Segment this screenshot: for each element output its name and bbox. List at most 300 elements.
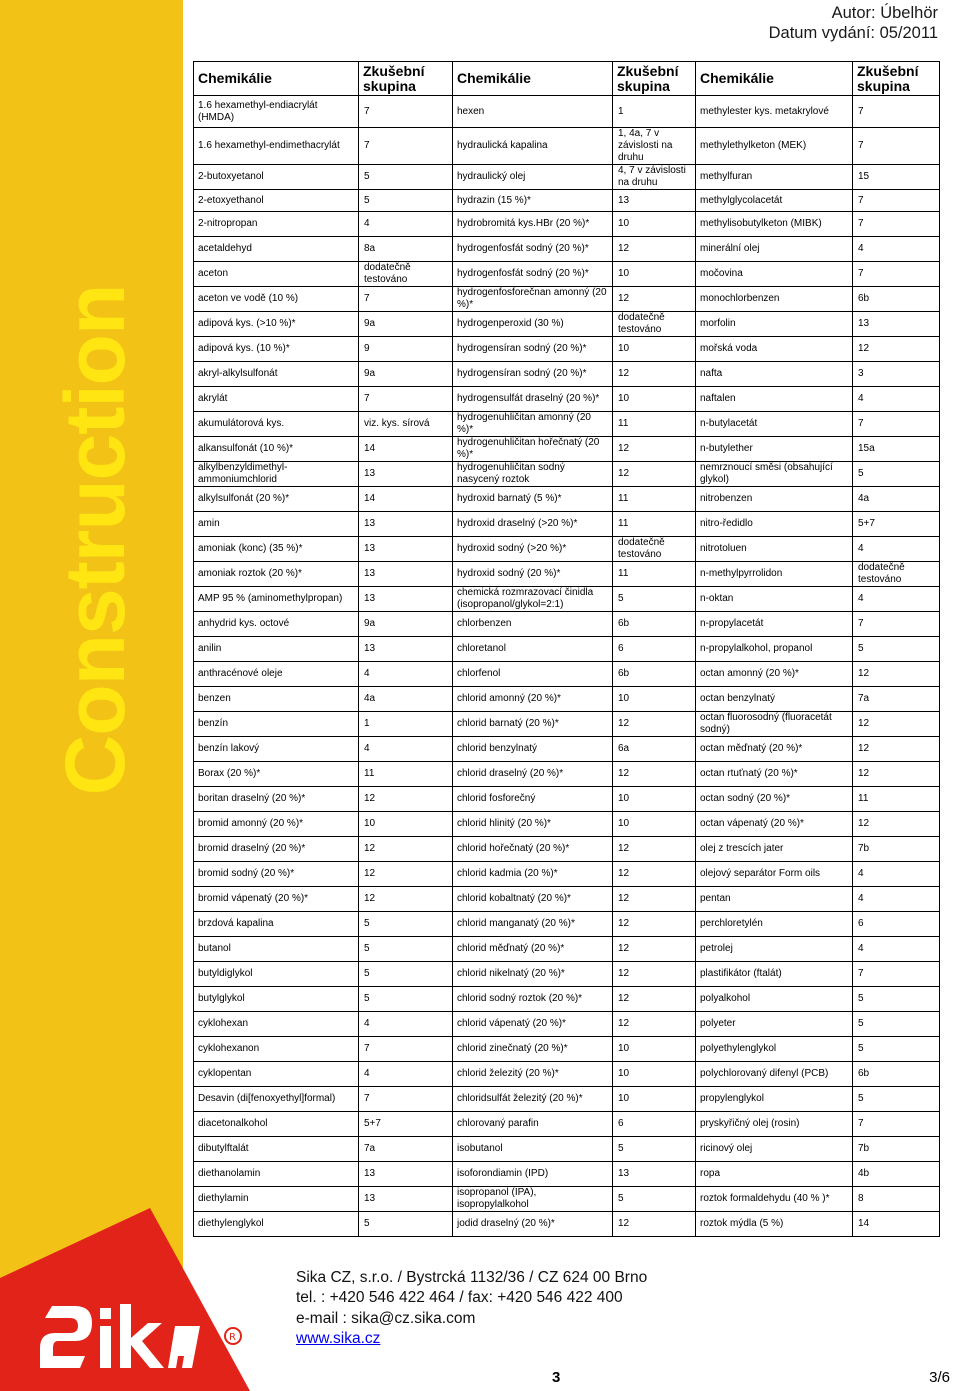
chemical-cell: pryskyřičný olej (rosin) bbox=[696, 1112, 853, 1137]
group-cell: 12 bbox=[613, 287, 696, 312]
group-cell: 5 bbox=[359, 912, 453, 937]
group-cell: 5 bbox=[853, 1087, 940, 1112]
group-cell: 4 bbox=[359, 1062, 453, 1087]
group-cell: 14 bbox=[359, 437, 453, 462]
group-cell: 12 bbox=[613, 887, 696, 912]
chemical-cell: mořská voda bbox=[696, 337, 853, 362]
group-cell: 6 bbox=[613, 637, 696, 662]
table-row bbox=[194, 1087, 940, 1112]
table-row bbox=[194, 1187, 940, 1212]
group-cell: 12 bbox=[613, 912, 696, 937]
group-cell: 4a bbox=[359, 687, 453, 712]
chemical-cell: diethylenglykol bbox=[194, 1212, 359, 1237]
group-cell: 9a bbox=[359, 362, 453, 387]
table-row bbox=[194, 1162, 940, 1187]
chemical-cell: aceton bbox=[194, 262, 359, 287]
group-cell: 12 bbox=[613, 1212, 696, 1237]
chemical-cell: hydrogenfosfát sodný (20 %)* bbox=[453, 237, 613, 262]
chemical-cell: cyklohexanon bbox=[194, 1037, 359, 1062]
group-cell: 10 bbox=[613, 1037, 696, 1062]
group-cell: viz. kys. sírová bbox=[359, 412, 453, 437]
chemical-cell: n-oktan bbox=[696, 587, 853, 612]
table-row bbox=[194, 787, 940, 812]
header-chemical-1: Chemikálie bbox=[194, 62, 359, 96]
svg-text:R: R bbox=[229, 1332, 236, 1343]
table-row bbox=[194, 737, 940, 762]
chemical-cell: bromid sodný (20 %)* bbox=[194, 862, 359, 887]
group-cell: 12 bbox=[853, 337, 940, 362]
group-cell: 7 bbox=[359, 287, 453, 312]
group-cell: 13 bbox=[359, 1187, 453, 1212]
chemical-cell: hydrogenuhličitan sodný nasycený roztok bbox=[453, 462, 613, 487]
chemical-cell: amoniak roztok (20 %)* bbox=[194, 562, 359, 587]
chemical-cell: akryl-alkylsulfonát bbox=[194, 362, 359, 387]
chemical-cell: chlorid manganatý (20 %)* bbox=[453, 912, 613, 937]
group-cell: dodatečně testováno bbox=[359, 262, 453, 287]
group-cell: 13 bbox=[359, 562, 453, 587]
chemical-cell: Desavin (di[fenoxyethyl]formal) bbox=[194, 1087, 359, 1112]
chemical-cell: brzdová kapalina bbox=[194, 912, 359, 937]
group-cell: 5+7 bbox=[359, 1112, 453, 1137]
group-cell: 5 bbox=[853, 462, 940, 487]
chemical-cell: Borax (20 %)* bbox=[194, 762, 359, 787]
table-row bbox=[194, 712, 940, 737]
chemical-cell: plastifikátor (ftalát) bbox=[696, 962, 853, 987]
group-cell: 1 bbox=[359, 712, 453, 737]
chemical-cell: nemrznoucí směsi (obsahující glykol) bbox=[696, 462, 853, 487]
group-cell: 10 bbox=[613, 812, 696, 837]
group-cell: 5 bbox=[359, 1212, 453, 1237]
group-cell: 12 bbox=[613, 862, 696, 887]
chemical-cell: chlorbenzen bbox=[453, 612, 613, 637]
group-cell: 5 bbox=[613, 1187, 696, 1212]
group-cell: 7 bbox=[359, 387, 453, 412]
group-cell: 10 bbox=[613, 787, 696, 812]
chemical-cell: n-butylether bbox=[696, 437, 853, 462]
chemical-cell: hydrogensíran sodný (20 %)* bbox=[453, 362, 613, 387]
table-row bbox=[194, 362, 940, 387]
table-row bbox=[194, 512, 940, 537]
chemical-cell: akrylát bbox=[194, 387, 359, 412]
chemical-cell: octan vápenatý (20 %)* bbox=[696, 812, 853, 837]
group-cell: 6b bbox=[853, 1062, 940, 1087]
chemical-cell: boritan draselný (20 %)* bbox=[194, 787, 359, 812]
group-cell: 4 bbox=[359, 662, 453, 687]
table-row bbox=[194, 662, 940, 687]
chemical-cell: chlorid kadmia (20 %)* bbox=[453, 862, 613, 887]
group-cell: 13 bbox=[359, 587, 453, 612]
group-cell: 6 bbox=[853, 912, 940, 937]
group-cell: 13 bbox=[359, 637, 453, 662]
chemical-cell: amoniak (konc) (35 %)* bbox=[194, 537, 359, 562]
group-cell: 13 bbox=[613, 190, 696, 212]
group-cell: 7 bbox=[853, 96, 940, 128]
group-cell: 1 bbox=[613, 96, 696, 128]
header-group-1: Zkušební skupina bbox=[359, 62, 453, 96]
group-cell: 4 bbox=[853, 862, 940, 887]
table-row bbox=[194, 1012, 940, 1037]
table-row bbox=[194, 487, 940, 512]
group-cell: 5 bbox=[359, 962, 453, 987]
group-cell: 4 bbox=[359, 737, 453, 762]
group-cell: dodatečně testováno bbox=[853, 562, 940, 587]
group-cell: 6a bbox=[613, 737, 696, 762]
chemical-cell: olejový separátor Form oils bbox=[696, 862, 853, 887]
group-cell: 7 bbox=[853, 1112, 940, 1137]
chemical-cell: chlorid kobaltnatý (20 %)* bbox=[453, 887, 613, 912]
author-line: Autor: Úbelhör bbox=[831, 4, 938, 22]
chemical-cell: octan fluorosodný (fluoracetát sodný) bbox=[696, 712, 853, 737]
chemical-cell: benzín lakový bbox=[194, 737, 359, 762]
chemical-cell: 2-butoxyetanol bbox=[194, 165, 359, 190]
group-cell: 5 bbox=[359, 190, 453, 212]
table-row bbox=[194, 612, 940, 637]
table-row bbox=[194, 96, 940, 128]
chemical-cell: polyeter bbox=[696, 1012, 853, 1037]
chemical-cell: chlorid amonný (20 %)* bbox=[453, 687, 613, 712]
group-cell: 11 bbox=[613, 562, 696, 587]
chemical-cell: 1.6 hexamethyl-endiacrylát (HMDA) bbox=[194, 96, 359, 128]
chemical-cell: močovina bbox=[696, 262, 853, 287]
chemical-cell: hydrogenuhličitan amonný (20 %)* bbox=[453, 412, 613, 437]
chemical-cell: bromid vápenatý (20 %)* bbox=[194, 887, 359, 912]
chemical-cell: chlorid hlinitý (20 %)* bbox=[453, 812, 613, 837]
table-row bbox=[194, 812, 940, 837]
group-cell: 7 bbox=[853, 128, 940, 165]
chemical-cell: chloridsulfát železitý (20 %)* bbox=[453, 1087, 613, 1112]
table-row bbox=[194, 212, 940, 237]
group-cell: 10 bbox=[613, 1087, 696, 1112]
chemical-cell: alkansulfonát (10 %)* bbox=[194, 437, 359, 462]
group-cell: dodatečně testováno bbox=[613, 312, 696, 337]
table-row bbox=[194, 1137, 940, 1162]
chemical-cell: adipová kys. (>10 %)* bbox=[194, 312, 359, 337]
chemical-cell: octan rtuťnatý (20 %)* bbox=[696, 762, 853, 787]
website-link[interactable]: www.sika.cz bbox=[296, 1329, 381, 1347]
group-cell: 7 bbox=[853, 412, 940, 437]
group-cell: 12 bbox=[613, 237, 696, 262]
group-cell: 4 bbox=[853, 537, 940, 562]
chemical-cell: n-butylacetát bbox=[696, 412, 853, 437]
table-row bbox=[194, 962, 940, 987]
chemical-cell: hydrogenuhličitan hořečnatý (20 %)* bbox=[453, 437, 613, 462]
chemical-cell: cyklohexan bbox=[194, 1012, 359, 1037]
group-cell: 12 bbox=[613, 837, 696, 862]
table-row bbox=[194, 912, 940, 937]
chemical-cell: octan měďnatý (20 %)* bbox=[696, 737, 853, 762]
header-chemical-3: Chemikálie bbox=[696, 62, 853, 96]
group-cell: 8 bbox=[853, 1187, 940, 1212]
group-cell: 12 bbox=[359, 787, 453, 812]
chemical-cell: polyalkohol bbox=[696, 987, 853, 1012]
group-cell: 7 bbox=[359, 1037, 453, 1062]
chemical-cell: anhydrid kys. octové bbox=[194, 612, 359, 637]
group-cell: 4 bbox=[853, 937, 940, 962]
chemical-cell: butyldiglykol bbox=[194, 962, 359, 987]
chemical-cell: isoforondiamin (IPD) bbox=[453, 1162, 613, 1187]
chemical-cell: anthracénové oleje bbox=[194, 662, 359, 687]
group-cell: 6b bbox=[613, 612, 696, 637]
chemical-cell: chlorfenol bbox=[453, 662, 613, 687]
group-cell: 7a bbox=[853, 687, 940, 712]
chemical-cell: chemická rozmrazovací činidla (isopropanol/glykol=2:1) bbox=[453, 587, 613, 612]
group-cell: 12 bbox=[613, 462, 696, 487]
chemical-cell: isobutanol bbox=[453, 1137, 613, 1162]
header-group-2: Zkušební skupina bbox=[613, 62, 696, 96]
table-row bbox=[194, 887, 940, 912]
table-row bbox=[194, 687, 940, 712]
table-row bbox=[194, 412, 940, 437]
group-cell: 5 bbox=[853, 637, 940, 662]
table-row bbox=[194, 1212, 940, 1237]
chemical-cell: polyethylenglykol bbox=[696, 1037, 853, 1062]
group-cell: 5 bbox=[359, 987, 453, 1012]
chemical-cell: hydrogenfosfát sodný (20 %)* bbox=[453, 262, 613, 287]
group-cell: 11 bbox=[613, 512, 696, 537]
group-cell: 11 bbox=[613, 487, 696, 512]
table-row bbox=[194, 637, 940, 662]
group-cell: 7a bbox=[359, 1137, 453, 1162]
group-cell: 7 bbox=[853, 190, 940, 212]
group-cell: 10 bbox=[613, 212, 696, 237]
resistance-table bbox=[193, 61, 940, 1237]
chemical-cell: chlorid sodný roztok (20 %)* bbox=[453, 987, 613, 1012]
chemical-cell: alkylbenzyldimethyl-ammoniumchlorid bbox=[194, 462, 359, 487]
group-cell: 7 bbox=[359, 96, 453, 128]
chemical-cell: chlorid zinečnatý (20 %)* bbox=[453, 1037, 613, 1062]
table-row bbox=[194, 762, 940, 787]
chemical-cell: benzen bbox=[194, 687, 359, 712]
chemical-cell: chlorid fosforečný bbox=[453, 787, 613, 812]
chemical-cell: roztok formaldehydu (40 % )* bbox=[696, 1187, 853, 1212]
header-meta bbox=[769, 3, 938, 43]
chemical-cell: methylisobutylketon (MIBK) bbox=[696, 212, 853, 237]
group-cell: 12 bbox=[853, 712, 940, 737]
chemical-cell: aceton ve vodě (10 %) bbox=[194, 287, 359, 312]
group-cell: 4, 7 v závislosti na druhu bbox=[613, 165, 696, 190]
chemical-cell: jodid draselný (20 %)* bbox=[453, 1212, 613, 1237]
group-cell: 7 bbox=[359, 128, 453, 165]
chemical-cell: benzín bbox=[194, 712, 359, 737]
group-cell: 10 bbox=[613, 387, 696, 412]
table-row bbox=[194, 537, 940, 562]
group-cell: 10 bbox=[613, 337, 696, 362]
group-cell: 11 bbox=[613, 412, 696, 437]
chemical-cell: olej z trescích jater bbox=[696, 837, 853, 862]
table-row bbox=[194, 1112, 940, 1137]
chemical-cell: chlorid nikelnatý (20 %)* bbox=[453, 962, 613, 987]
group-cell: 4 bbox=[853, 387, 940, 412]
table-row bbox=[194, 128, 940, 165]
table-row bbox=[194, 437, 940, 462]
table-row bbox=[194, 987, 940, 1012]
group-cell: dodatečně testováno bbox=[613, 537, 696, 562]
chemical-cell: hydroxid sodný (>20 %)* bbox=[453, 537, 613, 562]
group-cell: 5 bbox=[359, 937, 453, 962]
group-cell: 8a bbox=[359, 237, 453, 262]
header-chemical-2: Chemikálie bbox=[453, 62, 613, 96]
chemical-cell: petrolej bbox=[696, 937, 853, 962]
chemical-cell: n-propylacetát bbox=[696, 612, 853, 637]
table-row bbox=[194, 462, 940, 487]
chemical-cell: hydroxid sodný (20 %)* bbox=[453, 562, 613, 587]
chemical-cell: adipová kys. (10 %)* bbox=[194, 337, 359, 362]
table-row bbox=[194, 387, 940, 412]
chemical-cell: methylethylketon (MEK) bbox=[696, 128, 853, 165]
group-cell: 6 bbox=[613, 1112, 696, 1137]
group-cell: 12 bbox=[613, 962, 696, 987]
group-cell: 12 bbox=[613, 762, 696, 787]
table-row bbox=[194, 337, 940, 362]
chemical-cell: n-propylalkohol, propanol bbox=[696, 637, 853, 662]
group-cell: 12 bbox=[853, 762, 940, 787]
group-cell: 12 bbox=[613, 937, 696, 962]
table-row bbox=[194, 1037, 940, 1062]
group-cell: 12 bbox=[613, 1012, 696, 1037]
chemical-cell: hydraulický olej bbox=[453, 165, 613, 190]
chemical-cell: nafta bbox=[696, 362, 853, 387]
group-cell: 7b bbox=[853, 1137, 940, 1162]
group-cell: 12 bbox=[613, 987, 696, 1012]
chemical-cell: chlorid benzylnatý bbox=[453, 737, 613, 762]
chemical-cell: diethanolamin bbox=[194, 1162, 359, 1187]
group-cell: 5 bbox=[853, 1012, 940, 1037]
chemical-cell: chlorid hořečnatý (20 %)* bbox=[453, 837, 613, 862]
chemical-cell: nitrotoluen bbox=[696, 537, 853, 562]
chemical-cell: 2-nitropropan bbox=[194, 212, 359, 237]
table-row bbox=[194, 837, 940, 862]
chemical-cell: bromid draselný (20 %)* bbox=[194, 837, 359, 862]
chemical-cell: chlorovaný parafin bbox=[453, 1112, 613, 1137]
group-cell: 10 bbox=[613, 1062, 696, 1087]
chemical-cell: methylglycolacetát bbox=[696, 190, 853, 212]
group-cell: 12 bbox=[853, 737, 940, 762]
table-row bbox=[194, 937, 940, 962]
group-cell: 7 bbox=[853, 612, 940, 637]
group-cell: 4 bbox=[853, 237, 940, 262]
group-cell: 5+7 bbox=[853, 512, 940, 537]
group-cell: 10 bbox=[359, 812, 453, 837]
table-row bbox=[194, 262, 940, 287]
table-row bbox=[194, 1062, 940, 1087]
group-cell: 12 bbox=[613, 437, 696, 462]
chemical-cell: alkylsulfonát (20 %)* bbox=[194, 487, 359, 512]
table-body bbox=[194, 96, 940, 1237]
table-row bbox=[194, 287, 940, 312]
group-cell: 1, 4a, 7 v závislosti na druhu bbox=[613, 128, 696, 165]
chemical-cell: octan sodný (20 %)* bbox=[696, 787, 853, 812]
table-row bbox=[194, 190, 940, 212]
group-cell: 12 bbox=[359, 862, 453, 887]
chemical-cell: perchloretylén bbox=[696, 912, 853, 937]
table-row bbox=[194, 312, 940, 337]
chemical-cell: akumulátorová kys. bbox=[194, 412, 359, 437]
chemical-cell: octan amonný (20 %)* bbox=[696, 662, 853, 687]
header-group-3: Zkušební skupina bbox=[853, 62, 940, 96]
group-cell: 7 bbox=[853, 262, 940, 287]
group-cell: 15a bbox=[853, 437, 940, 462]
group-cell: 12 bbox=[359, 837, 453, 862]
chemical-cell: hydroxid barnatý (5 %)* bbox=[453, 487, 613, 512]
group-cell: 6b bbox=[613, 662, 696, 687]
group-cell: 4 bbox=[853, 587, 940, 612]
group-cell: 13 bbox=[359, 537, 453, 562]
chemical-cell: hydroxid draselný (>20 %)* bbox=[453, 512, 613, 537]
chemical-cell: chlorid vápenatý (20 %)* bbox=[453, 1012, 613, 1037]
group-cell: 12 bbox=[853, 812, 940, 837]
group-cell: 7 bbox=[853, 962, 940, 987]
chemical-cell: chlorid draselný (20 %)* bbox=[453, 762, 613, 787]
group-cell: 10 bbox=[613, 262, 696, 287]
chemical-cell: butanol bbox=[194, 937, 359, 962]
table-row bbox=[194, 862, 940, 887]
group-cell: 13 bbox=[613, 1162, 696, 1187]
group-cell: 13 bbox=[853, 312, 940, 337]
group-cell: 9a bbox=[359, 612, 453, 637]
group-cell: 6b bbox=[853, 287, 940, 312]
date-line: Datum vydání: 05/2011 bbox=[768, 24, 938, 42]
chemical-cell: acetaldehyd bbox=[194, 237, 359, 262]
sidebar-word: Construction bbox=[48, 284, 142, 796]
table-row bbox=[194, 237, 940, 262]
chemical-cell: pentan bbox=[696, 887, 853, 912]
chemical-cell: dibutylftalát bbox=[194, 1137, 359, 1162]
table-row bbox=[194, 562, 940, 587]
group-cell: 12 bbox=[613, 362, 696, 387]
table-header-row bbox=[194, 62, 940, 96]
chemical-cell: butylglykol bbox=[194, 987, 359, 1012]
group-cell: 5 bbox=[359, 165, 453, 190]
chemical-cell: diethylamin bbox=[194, 1187, 359, 1212]
chemical-cell: chloretanol bbox=[453, 637, 613, 662]
group-cell: 5 bbox=[853, 987, 940, 1012]
group-cell: 7 bbox=[359, 1087, 453, 1112]
page-of: 3/6 bbox=[929, 1369, 950, 1386]
chemical-cell: n-methylpyrrolidon bbox=[696, 562, 853, 587]
phone-line: tel. : +420 546 422 464 / fax: +420 546 422 400 bbox=[296, 1289, 623, 1307]
group-cell: 7b bbox=[853, 837, 940, 862]
chemical-cell: hydrogenperoxid (30 %) bbox=[453, 312, 613, 337]
group-cell: 11 bbox=[853, 787, 940, 812]
chemical-cell: hydrogensulfát draselný (20 %)* bbox=[453, 387, 613, 412]
chemical-cell: chlorid měďnatý (20 %)* bbox=[453, 937, 613, 962]
table-row bbox=[194, 165, 940, 190]
chemical-cell: minerální olej bbox=[696, 237, 853, 262]
group-cell: 4b bbox=[853, 1162, 940, 1187]
chemical-cell: roztok mýdla (5 %) bbox=[696, 1212, 853, 1237]
group-cell: 4a bbox=[853, 487, 940, 512]
chemical-cell: octan benzylnatý bbox=[696, 687, 853, 712]
group-cell: 13 bbox=[359, 462, 453, 487]
chemical-cell: bromid amonný (20 %)* bbox=[194, 812, 359, 837]
company-line: Sika CZ, s.r.o. / Bystrcká 1132/36 / CZ 624 00 Brno bbox=[296, 1269, 648, 1286]
chemical-cell: hydraulická kapalina bbox=[453, 128, 613, 165]
chemical-cell: hydrobromitá kys.HBr (20 %)* bbox=[453, 212, 613, 237]
chemical-cell: methylfuran bbox=[696, 165, 853, 190]
group-cell: 14 bbox=[359, 487, 453, 512]
table-row bbox=[194, 587, 940, 612]
chemical-cell: propylenglykol bbox=[696, 1087, 853, 1112]
chemical-cell: hydrazin (15 %)* bbox=[453, 190, 613, 212]
chemical-cell: anilin bbox=[194, 637, 359, 662]
group-cell: 7 bbox=[853, 212, 940, 237]
chemical-cell: 1.6 hexamethyl-endimethacrylát bbox=[194, 128, 359, 165]
group-cell: 14 bbox=[853, 1212, 940, 1237]
page-number: 3 bbox=[552, 1369, 561, 1386]
email-line: e-mail : sika@cz.sika.com bbox=[296, 1309, 476, 1327]
group-cell: 9 bbox=[359, 337, 453, 362]
chemical-cell: morfolin bbox=[696, 312, 853, 337]
